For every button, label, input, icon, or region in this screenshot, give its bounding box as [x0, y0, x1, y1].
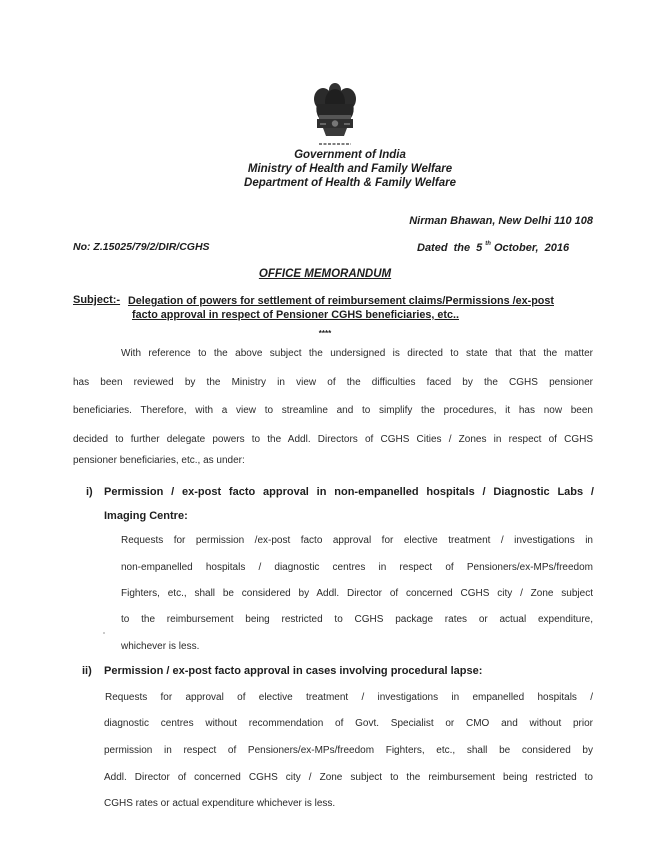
- section-body-line: permission in respect of Pensioners/ex-MPs/freedom Fighters, etc., shall be considered by: [104, 745, 593, 756]
- section-body-line: non-empanelled hospitals / diagnostic centres in respect of Pensioners/ex-MPs/freedom: [121, 562, 593, 573]
- header-line-1: Government of India: [294, 149, 406, 161]
- subject-text: [128, 294, 598, 322]
- subject-label-text: Subject:-: [73, 294, 121, 306]
- document-title-text: OFFICE MEMORANDUM: [258, 268, 392, 280]
- intro-line: decided to further delegate powers to the Addl. Directors of CGHS Cities / Zones in respect of CGHS: [73, 434, 593, 445]
- scan-speck: [103, 632, 105, 634]
- section-heading-line: Permission / ex-post facto approval in cases involving procedural lapse:: [104, 665, 483, 677]
- date-prefix: Dated the 5: [417, 242, 483, 254]
- intro-line: With reference to the above subject the undersigned is directed to state that that the matter: [121, 348, 593, 359]
- section-heading-line: Permission / ex-post facto approval in non-empanelled hospitals / Diagnostic Labs /: [104, 486, 594, 498]
- national-emblem-icon: [311, 82, 359, 148]
- date-line: [417, 241, 569, 254]
- section-body-line: Fighters, etc., shall be considered by Addl. Director of concerned CGHS city / Zone subject: [121, 588, 593, 599]
- section-number: i): [86, 486, 93, 498]
- intro-line: beneficiaries. Therefore, with a view to streamline and to simplify the procedures, it has now been: [73, 405, 593, 416]
- emblem-motto: [318, 141, 352, 147]
- section-body-line: to the reimbursement being restricted to CGHS package rates or actual expenditure,: [121, 614, 593, 625]
- date-month-year: October, 2016: [493, 242, 570, 254]
- section-heading-line: Imaging Centre:: [104, 510, 188, 522]
- section-body-line: Addl. Director of concerned CGHS city / Zone subject to the reimbursement being restricted to: [104, 772, 593, 783]
- section-body-line: CGHS rates or actual expenditure whichever is less.: [104, 798, 336, 809]
- section-body-line: diagnostic centres without recommendation of Govt. Specialist or CMO and without prior: [104, 718, 593, 729]
- place-line: Nirman Bhawan, New Delhi 110 108: [409, 215, 593, 227]
- subject-label: [73, 294, 120, 306]
- subject-line-2: facto approval in respect of Pensioner CGHS beneficiaries, etc..: [132, 309, 460, 321]
- intro-line: has been reviewed by the Ministry in view of the difficulties faced by the CGHS pensioner: [73, 377, 593, 388]
- section-body-line: Requests for approval of elective treatment / investigations in empanelled hospitals /: [105, 692, 593, 703]
- reference-number: No: Z.15025/79/2/DIR/CGHS: [73, 241, 210, 253]
- header-line-3: Department of Health & Family Welfare: [244, 177, 456, 189]
- section-number: ii): [82, 665, 92, 677]
- header-line-2: Ministry of Health and Family Welfare: [247, 163, 453, 175]
- intro-line: pensioner beneficiaries, etc., as under:: [73, 455, 245, 466]
- date-suffix-sup: th: [485, 241, 491, 247]
- section-body-line: whichever is less.: [121, 641, 200, 652]
- document-title: [0, 268, 650, 280]
- separator: ****: [318, 329, 332, 338]
- subject-line-1: Delegation of powers for settlement of reimbursement claims/Permissions /ex-post: [128, 295, 554, 307]
- section-body-line: Requests for permission /ex-post facto approval for elective treatment / investigations in: [121, 535, 593, 546]
